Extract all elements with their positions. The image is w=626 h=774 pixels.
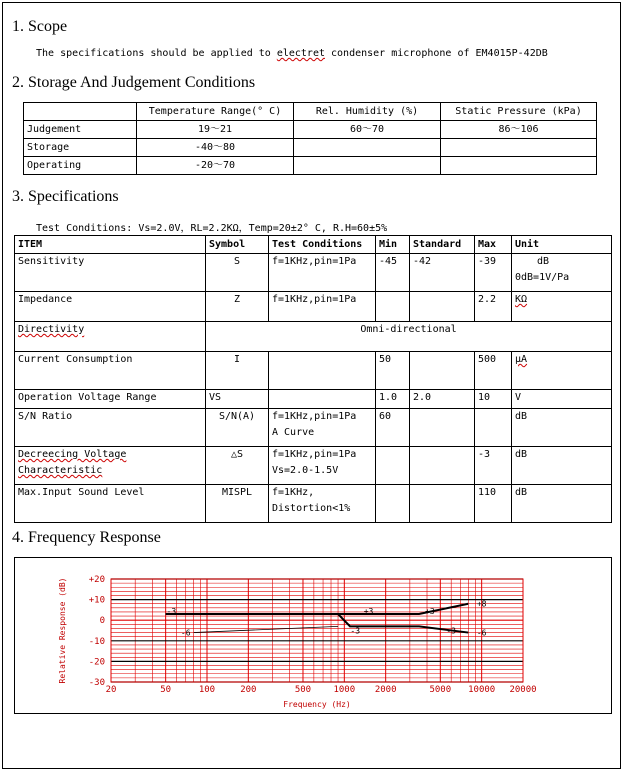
y-tick-label: -10 — [88, 636, 105, 647]
table-cell: dB — [512, 485, 612, 523]
table-row — [15, 352, 612, 390]
table-cell: 86～106 — [441, 121, 597, 139]
table-cell: μA — [512, 352, 612, 390]
y-tick-label: -20 — [88, 657, 105, 668]
x-axis-label: Frequency (Hz) — [283, 700, 351, 709]
table-header-row — [24, 103, 597, 121]
scope-text: The specifications should be applied to electret condenser microphone of EM4015P-42DB — [36, 48, 548, 59]
specs-heading: 3. Specifications — [12, 188, 119, 205]
table-cell: -42 — [410, 254, 475, 292]
response-curve — [194, 626, 338, 632]
storage-table — [23, 102, 597, 175]
test-conditions: Test Conditions: Vs=2.0V，RL=2.2KΩ，Temp=20±2° C, R.H=60±5% — [36, 223, 388, 234]
table-row — [15, 409, 612, 447]
table-cell — [410, 292, 475, 322]
curve-annotation: -3 — [446, 626, 457, 636]
table-cell: V — [512, 390, 612, 409]
table-header: Test Conditions — [269, 236, 376, 254]
table-cell: I — [206, 352, 269, 390]
table-cell: 50 — [376, 352, 410, 390]
table-cell: VS — [206, 390, 269, 409]
table-cell: 19～21 — [137, 121, 294, 139]
specs-table — [14, 235, 612, 523]
table-cell — [376, 447, 410, 485]
scope-wavy-word: electret — [276, 48, 325, 59]
x-tick-label: 100 — [198, 685, 216, 695]
table-cell: Max.Input Sound Level — [15, 485, 206, 523]
table-cell: dB — [512, 409, 612, 447]
table-cell: f=1KHz,pin=1Pa — [269, 292, 376, 322]
table-row — [24, 139, 597, 157]
storage-heading: 2. Storage And Judgement Conditions — [12, 74, 256, 91]
x-tick-label: 500 — [294, 685, 312, 695]
scope-heading: 1. Scope — [12, 18, 68, 35]
table-header: Symbol — [206, 236, 269, 254]
table-cell — [294, 157, 441, 175]
curve-annotation: +8 — [476, 599, 487, 609]
curve-annotation: -3 — [166, 606, 177, 616]
table-cell — [410, 447, 475, 485]
table-cell — [376, 292, 410, 322]
response-curve — [166, 604, 469, 614]
table-cell: S/N Ratio — [15, 409, 206, 447]
table-cell — [24, 103, 137, 121]
table-header: Rel. Humidity (%) — [294, 103, 441, 121]
x-tick-label: 10000 — [468, 685, 496, 695]
y-tick-label: -30 — [88, 678, 105, 688]
table-cell: f=1KHz,pin=1Pa — [269, 254, 376, 292]
table-cell: -39 — [475, 254, 512, 292]
frequency-chart-box — [14, 557, 612, 714]
x-tick-label: 50 — [160, 685, 172, 695]
table-cell: 500 — [475, 352, 512, 390]
x-tick-label: 20 — [105, 685, 117, 695]
table-header: Min — [376, 236, 410, 254]
table-cell — [410, 352, 475, 390]
table-cell: -20～70 — [137, 157, 294, 175]
table-cell — [269, 352, 376, 390]
x-tick-label: 2000 — [374, 685, 397, 695]
table-header: Static Pressure (kPa) — [441, 103, 597, 121]
table-cell: Decreecing Voltage Characteristic — [15, 447, 206, 485]
table-cell — [269, 390, 376, 409]
table-cell: -45 — [376, 254, 410, 292]
table-cell: MISPL — [206, 485, 269, 523]
table-cell: △S — [206, 447, 269, 485]
table-cell: Directivity — [15, 322, 206, 352]
table-cell: Storage — [24, 139, 137, 157]
table-cell: S/N(A) — [206, 409, 269, 447]
table-row — [15, 254, 612, 292]
table-header: Standard — [410, 236, 475, 254]
table-cell: 10 — [475, 390, 512, 409]
table-cell: f=1KHz,pin=1Pa Vs=2.0-1.5V — [269, 447, 376, 485]
table-header: Unit — [512, 236, 612, 254]
x-tick-label: 5000 — [429, 685, 452, 695]
table-cell: 60 — [376, 409, 410, 447]
y-tick-label: 0 — [99, 616, 105, 627]
table-cell: Sensitivity — [15, 254, 206, 292]
table-row — [15, 390, 612, 409]
table-cell: 1.0 — [376, 390, 410, 409]
x-tick-label: 20000 — [509, 685, 537, 695]
x-tick-label: 200 — [240, 685, 257, 695]
plot-border — [111, 579, 523, 682]
table-header-row — [15, 236, 612, 254]
chart-labels — [58, 575, 537, 709]
curve-annotation: -3 — [350, 626, 361, 636]
table-cell: Current Consumption — [15, 352, 206, 390]
frequency-response-chart — [15, 558, 611, 713]
table-row — [15, 447, 612, 485]
table-cell: f=1KHz, Distortion<1% — [269, 485, 376, 523]
table-header: Temperature Range(° C) — [137, 103, 294, 121]
table-cell: Operating — [24, 157, 137, 175]
table-cell — [410, 485, 475, 523]
table-cell: Judgement — [24, 121, 137, 139]
curve-annotation: +3 — [363, 606, 374, 616]
table-cell — [475, 409, 512, 447]
table-row — [15, 322, 612, 352]
table-cell: dB 0dB=1V/Pa — [512, 254, 612, 292]
table-cell: Omni-directional — [206, 322, 612, 352]
table-cell: f=1KHz,pin=1Pa A Curve — [269, 409, 376, 447]
table-cell — [376, 485, 410, 523]
table-cell: 2.2 — [475, 292, 512, 322]
table-cell: Impedance — [15, 292, 206, 322]
y-tick-label: +20 — [88, 575, 105, 585]
curve-annotation: -6 — [476, 628, 487, 638]
table-header: ITEM — [15, 236, 206, 254]
table-cell: 60～70 — [294, 121, 441, 139]
table-cell — [441, 157, 597, 175]
table-cell: -40～80 — [137, 139, 294, 157]
table-header: Max — [475, 236, 512, 254]
chart-grid — [111, 579, 523, 682]
response-curve — [166, 614, 469, 633]
table-cell: Z — [206, 292, 269, 322]
y-tick-label: +10 — [88, 595, 105, 606]
y-axis-label: Relative Response (dB) — [58, 577, 67, 684]
table-cell: KΩ — [512, 292, 612, 322]
table-cell: dB — [512, 447, 612, 485]
table-row — [24, 157, 597, 175]
table-cell: Operation Voltage Range — [15, 390, 206, 409]
table-row — [15, 485, 612, 523]
table-row — [15, 292, 612, 322]
table-cell — [294, 139, 441, 157]
table-cell: S — [206, 254, 269, 292]
table-cell: 2.0 — [410, 390, 475, 409]
table-row — [24, 121, 597, 139]
table-cell — [410, 409, 475, 447]
table-cell — [441, 139, 597, 157]
table-cell: 110 — [475, 485, 512, 523]
table-cell: -3 — [475, 447, 512, 485]
x-tick-label: 1000 — [333, 685, 356, 695]
curve-annotation: +3 — [425, 606, 435, 616]
curve-annotation: -6 — [180, 628, 191, 638]
freq-heading: 4. Frequency Response — [12, 529, 161, 546]
